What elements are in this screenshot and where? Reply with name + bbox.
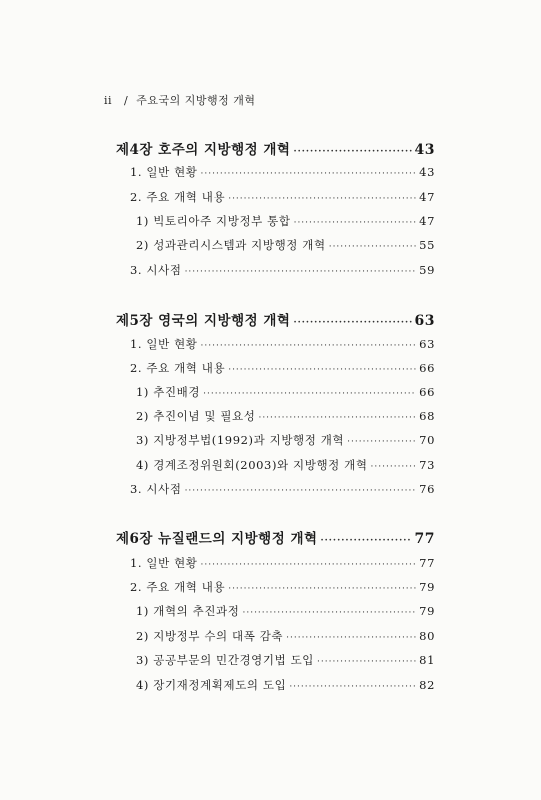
- entry-label: 2) 성과관리시스템과 지방행정 개혁: [136, 238, 326, 252]
- entry-label: 2) 추진이념 및 필요성: [136, 409, 256, 423]
- dot-leader: [242, 608, 416, 618]
- entry-label: 1. 일반 현황: [130, 556, 198, 570]
- entry-label: 1. 일반 현황: [130, 165, 198, 179]
- page-number: 43: [414, 142, 435, 158]
- entry-label: 1) 개혁의 추진과정: [136, 604, 240, 618]
- page-number: 70: [419, 433, 435, 447]
- dot-leader: [201, 560, 417, 570]
- page-number: 73: [419, 458, 435, 472]
- toc-entry[interactable]: [130, 481, 435, 497]
- dot-leader: [321, 536, 412, 546]
- toc-subentry[interactable]: [136, 213, 435, 229]
- entry-label: 4) 경계조정위원회(2003)와 지방행정 개혁: [136, 458, 368, 472]
- dot-leader: [347, 437, 416, 447]
- entry-label: 1. 일반 현황: [130, 337, 198, 351]
- chapter-6-entry[interactable]: [116, 527, 435, 547]
- toc-entry[interactable]: [130, 189, 435, 205]
- entry-label: 3) 지방정부법(1992)과 지방행정 개혁: [136, 433, 345, 447]
- toc-entry[interactable]: [130, 579, 435, 595]
- page-number: 77: [419, 556, 435, 570]
- toc-subentry[interactable]: [136, 432, 435, 448]
- roman-page-number: ii: [104, 94, 113, 107]
- toc-subentry[interactable]: [136, 603, 435, 619]
- chapter-title: 제4장 호주의 지방행정 개혁: [116, 142, 291, 158]
- chapter-4-entry[interactable]: [116, 138, 435, 158]
- dot-leader: [293, 318, 411, 328]
- dot-leader: [228, 365, 416, 375]
- page-number: 68: [419, 409, 435, 423]
- header-separator: /: [124, 94, 129, 107]
- page-number: 82: [419, 678, 435, 692]
- dot-leader: [293, 147, 411, 157]
- chapter-title: 제6장 뉴질랜드의 지방행정 개혁: [116, 531, 318, 547]
- toc-subentry[interactable]: [136, 652, 435, 668]
- running-header: [104, 92, 256, 108]
- dot-leader: [294, 218, 417, 228]
- dot-leader: [185, 486, 417, 496]
- page-number: 80: [419, 629, 435, 643]
- page-number: 63: [414, 313, 435, 329]
- page-number: 81: [419, 653, 435, 667]
- entry-label: 1) 추진배경: [136, 385, 201, 399]
- page-number: 47: [419, 214, 435, 228]
- chapter-5-entry[interactable]: [116, 309, 435, 329]
- chapter-title: 제5장 영국의 지방행정 개혁: [116, 313, 291, 329]
- page-number: 43: [419, 165, 435, 179]
- toc-subentry[interactable]: [136, 677, 435, 693]
- toc-subentry[interactable]: [136, 408, 435, 424]
- dot-leader: [289, 682, 416, 692]
- dot-leader: [258, 413, 416, 423]
- page-number: 66: [419, 361, 435, 375]
- entry-label: 3. 시사점: [130, 263, 182, 277]
- entry-label: 2. 주요 개혁 내용: [130, 580, 226, 594]
- toc-entry[interactable]: [130, 262, 435, 278]
- book-title: 주요국의 지방행정 개혁: [136, 94, 256, 107]
- dot-leader: [228, 584, 416, 594]
- dot-leader: [201, 341, 417, 351]
- dot-leader: [371, 462, 417, 472]
- dot-leader: [228, 194, 416, 204]
- page-number: 63: [419, 337, 435, 351]
- entry-label: 2. 주요 개혁 내용: [130, 190, 226, 204]
- dot-leader: [286, 633, 416, 643]
- page-number: 77: [414, 531, 435, 547]
- toc-subentry[interactable]: [136, 384, 435, 400]
- page-number: 76: [419, 482, 435, 496]
- page-number: 79: [419, 604, 435, 618]
- toc-subentry[interactable]: [136, 628, 435, 644]
- dot-leader: [329, 242, 416, 252]
- page-number: 55: [419, 238, 435, 252]
- toc-subentry[interactable]: [136, 237, 435, 253]
- toc-entry[interactable]: [130, 360, 435, 376]
- page-number: 79: [419, 580, 435, 594]
- entry-label: 3) 공공부문의 민간경영기법 도입: [136, 653, 314, 667]
- entry-label: 4) 장기재정계획제도의 도입: [136, 678, 287, 692]
- toc-entry[interactable]: [130, 164, 435, 180]
- page-number: 47: [419, 190, 435, 204]
- entry-label: 2) 지방정부 수의 대폭 감축: [136, 629, 284, 643]
- dot-leader: [201, 169, 417, 179]
- entry-label: 3. 시사점: [130, 482, 182, 496]
- dot-leader: [203, 389, 416, 399]
- toc-subentry[interactable]: [136, 457, 435, 473]
- toc-entry[interactable]: [130, 555, 435, 571]
- dot-leader: [185, 267, 417, 277]
- dot-leader: [317, 657, 416, 667]
- toc-entry[interactable]: [130, 336, 435, 352]
- page-number: 66: [419, 385, 435, 399]
- page-number: 59: [419, 263, 435, 277]
- entry-label: 2. 주요 개혁 내용: [130, 361, 226, 375]
- entry-label: 1) 빅토리아주 지방정부 통합: [136, 214, 291, 228]
